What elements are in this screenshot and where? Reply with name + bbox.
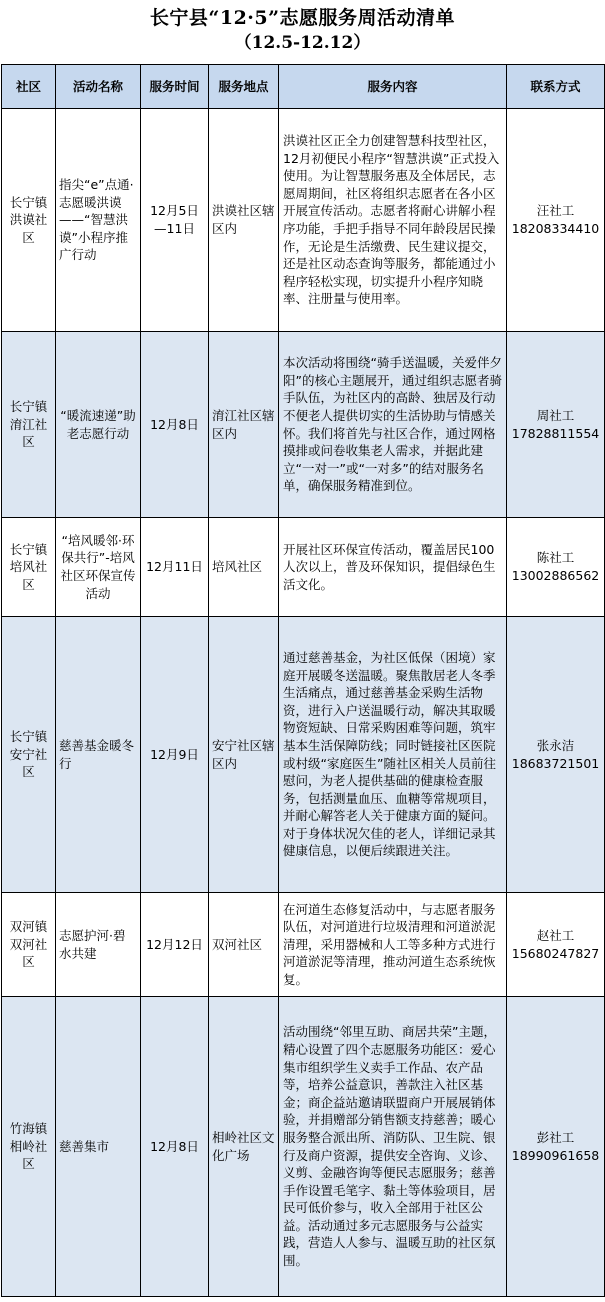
contact-phone: 17828811554 [511,425,600,441]
cell-activity: 慈善基金暖冬行 [56,617,141,893]
cell-location: 安宁社区辖区内 [209,617,279,893]
header-community: 社区 [2,65,56,109]
table-row [2,617,605,893]
cell-community: 长宁镇培风社区 [2,518,56,617]
table-row [2,518,605,617]
cell-activity: “培风暖邻·环保共行”-培风社区环保宣传活动 [56,518,141,617]
contact-name: 张永洁 [536,737,575,753]
activity-table [1,64,605,1297]
header-contact: 联系方式 [507,65,605,109]
cell-location: 淯江社区辖区内 [209,332,279,518]
cell-content: 通过慈善基金，为社区低保（困境）家庭开展暖冬送温暖。聚焦散居老人冬季生活痛点，通过慈善基金采购生活物资，进行入户送温暖行动，解决其取暖物资短缺、日常采购困难等问题，筑牢基本生活保障防线；同时链接社区医院或村级“家庭医生”随社区相关人员前往慰问，为老人提供基础的健康检查服务，包括测量血压、血糖等常规项目，并耐心解答老人关于健康方面的疑问。对于身体状况欠佳的老人，详细记录其健康信息，以便后续跟进关注。 [279,617,507,893]
cell-activity: 慈善集市 [56,997,141,1297]
cell-time: 12月11日 [141,518,209,617]
cell-community: 长宁镇洪谟社区 [2,109,56,332]
contact-phone: 18208334410 [511,221,600,236]
contact-name: 陈社工 [536,550,575,566]
cell-community: 竹海镇相岭社区 [2,997,56,1297]
cell-content: 在河道生态修复活动中，与志愿者服务队伍，对河道进行垃圾清理和河道淤泥清理，采用器械和人工等多种方式进行河道淤泥等清理，推动河道生态系统恢复。 [279,893,507,997]
cell-contact [507,893,605,997]
title-block [0,0,605,64]
contact-name: 赵社工 [536,927,575,943]
cell-community: 长宁镇淯江社区 [2,332,56,518]
cell-community: 双河镇双河社区 [2,893,56,997]
cell-content: 活动围绕“邻里互助、商居共荣”主题，精心设置了四个志愿服务功能区：爱心集市组织学生义卖手工作品、农产品等，培养公益意识，善款注入社区基金；商企益站邀请联盟商户开展展销体验，并捐赠部分销售额支持慈善；暖心服务整合派出所、消防队、卫生院、银行及商户资源，提供安全咨询、义诊、义剪、金融咨询等便民志愿服务；慈善手作设置毛笔字、黏土等体验项目，居民可低价参与，收入全部用于社区公益。活动通过多元志愿服务与公益实践，营造人人参与、温暖互助的社区氛围。 [279,997,507,1297]
cell-location: 洪谟社区辖区内 [209,109,279,332]
contact-phone: 13002886562 [511,568,600,583]
page-title: 长宁县“12·5”志愿服务周活动清单 [149,7,456,29]
cell-community: 长宁镇安宁社区 [2,617,56,893]
cell-contact [507,997,605,1297]
contact-phone: 18683721501 [511,755,600,771]
contact-phone: 18990961658 [511,1147,600,1163]
cell-content: 洪谟社区正全力创建智慧科技型社区，12月初便民小程序“智慧洪谟”正式投入使用。为让智慧服务惠及全体居民，志愿周期间，社区将组织志愿者在各小区开展宣传活动。志愿者将耐心讲解小程序功能，手把手指导不同年龄段居民操作，无论是生活缴费、民生建议提交，还是社区动态查询等服务，都能通过小程序轻松实现，切实提升小程序知晓率、注册量与使用率。 [279,109,507,332]
cell-time: 12月12日 [141,893,209,997]
cell-contact [507,617,605,893]
table-row [2,893,605,997]
contact-name: 周社工 [536,407,575,423]
contact-name: 彭社工 [536,1129,575,1145]
cell-location: 双河社区 [209,893,279,997]
header-content: 服务内容 [279,65,507,109]
cell-time: 12月8日 [141,332,209,518]
cell-activity: 志愿护河·碧水共建 [56,893,141,997]
cell-contact [507,332,605,518]
table-header-row [2,65,605,109]
header-activity: 活动名称 [56,65,141,109]
page-subtitle: （12.5-12.12） [234,33,371,53]
cell-time: 12月8日 [141,997,209,1297]
cell-location: 培风社区 [209,518,279,617]
cell-content: 开展社区环保宣传活动，覆盖居民100人次以上，普及环保知识，提倡绿色生活文化。 [279,518,507,617]
cell-activity: “暖流速递”助老志愿行动 [56,332,141,518]
header-time: 服务时间 [141,65,209,109]
cell-time: 12月5日—11日 [141,109,209,332]
cell-content: 本次活动将围绕“骑手送温暖，关爱伴夕阳”的核心主题展开，通过组织志愿者骑手队伍，为社区内的高龄、独居及行动不便老人提供切实的生活协助与情感关怀。我们将首先与社区合作，通过网格摸排或问卷收集老人需求，并据此建立“一对一”或“一对多”的结对服务名单，确保服务精准到位。 [279,332,507,518]
table-row [2,997,605,1297]
cell-activity: 指尖“e”点通·志愿暖洪谟——“智慧洪谟”小程序推广行动 [56,109,141,332]
cell-location: 相岭社区文化广场 [209,997,279,1297]
cell-time: 12月9日 [141,617,209,893]
cell-contact [507,518,605,617]
table-row [2,109,605,332]
cell-contact [507,109,605,332]
table-row [2,332,605,518]
header-location: 服务地点 [209,65,279,109]
contact-phone: 15680247827 [511,945,600,961]
contact-name: 汪社工 [536,203,575,219]
